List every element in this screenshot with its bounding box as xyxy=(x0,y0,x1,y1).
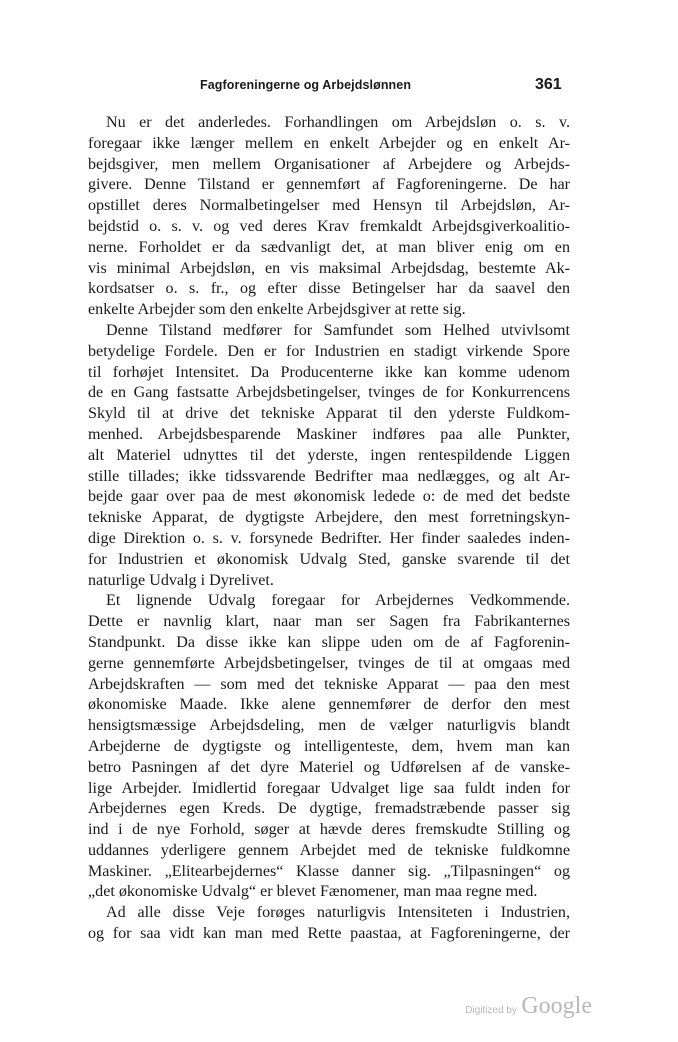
page-number: 361 xyxy=(535,76,562,93)
text-line: Arbejdernes egen Kreds. De dygtige, fremadstræbende passer sig xyxy=(88,800,570,818)
text-line: givere. Denne Tilstand er gennemført af Fagforeningerne. De har xyxy=(88,176,570,194)
text-line: til forhøjet Intensitet. Da Producenterne ikke kan komme udenom xyxy=(88,363,570,381)
text-line: foregaar ikke længer mellem en enkelt Arbejder og en enkelt Ar- xyxy=(88,134,570,152)
text-line: hensigtsmæssige Arbejdsdeling, men de vælger naturligvis blandt xyxy=(88,717,570,735)
text-line: og for saa vidt kan man med Rette paastaa, at Fagforeningerne, der xyxy=(88,925,570,943)
text-line: for Industrien et økonomisk Udvalg Sted, ganske svarende til det xyxy=(88,550,570,568)
text-line: ind i de nye Forhold, søger at hævde deres fremskudte Stilling og xyxy=(88,821,570,839)
text-line: betro Pasningen af det dyre Materiel og Udførelsen af de vanske- xyxy=(88,758,570,776)
digitized-by-label: Digitized by xyxy=(465,1005,517,1016)
text-line: Maskiner. „Elitearbejdernes“ Klasse danner sig. „Tilpasningen“ og xyxy=(88,862,570,880)
text-line: Ad alle disse Veje forøges naturligvis Intensiteten i Industrien, xyxy=(106,904,570,922)
text-line: uddannes yderligere gennem Arbejdet med de tekniske fuldkomne xyxy=(88,841,570,859)
text-line: alt Materiel udnyttes til det yderste, ingen rentespildende Liggen xyxy=(88,446,570,464)
text-line: stille tillades; ikke tidssvarende Bedrifter maa nedlægges, og alt Ar- xyxy=(88,467,570,485)
google-watermark xyxy=(465,993,592,1020)
text-line: bejdsgiver, men mellem Organisationer af Arbejdere og Arbejds- xyxy=(88,155,570,173)
text-line: naturlige Udvalg i Dyrelivet. xyxy=(88,571,274,589)
text-line: de en Gang fastsatte Arbejdsbetingelser, tvinges de for Konkurrencens xyxy=(88,384,570,402)
text-line: gerne gennemførte Arbejdsbetingelser, tvinges de til at omgaas med xyxy=(88,654,570,672)
text-line: bejde gaar over paa de mest økonomisk ledede o: de med det bedste xyxy=(88,488,570,506)
running-head xyxy=(0,76,678,98)
text-line: Standpunkt. Da disse ikke kan slippe uden om de af Fagforenin- xyxy=(88,633,570,651)
body-text xyxy=(88,113,570,945)
text-line: enkelte Arbejder som den enkelte Arbejdsgiver at rette sig. xyxy=(88,301,466,319)
google-logo: Google xyxy=(521,993,592,1019)
text-line: Skyld til at drive det tekniske Apparat til den yderste Fuldkom- xyxy=(88,405,570,423)
text-line: Dette er navnlig klart, naar man ser Sagen fra Fabrikanternes xyxy=(88,613,570,631)
text-line: Arbejdskraften — som med det tekniske Apparat — paa den mest xyxy=(88,675,570,693)
text-line: økonomiske Maade. Ikke alene gennemfører de derfor den mest xyxy=(88,696,570,714)
text-line: menhed. Arbejdsbesparende Maskiner indføres paa alle Punkter, xyxy=(88,425,570,443)
text-line: opstillet deres Normalbetingelser med Hensyn til Arbejdsløn, Ar- xyxy=(88,197,570,215)
text-line: bejdstid o. s. v. og ved deres Krav fremkaldt Arbejdsgiverkoalitio- xyxy=(88,217,570,235)
text-line: Arbejderne de dygtigste og intelligenteste, dem, hvem man kan xyxy=(88,737,570,755)
text-line: betydelige Fordele. Den er for Industrien en stadigt virkende Spore xyxy=(88,342,570,360)
text-line: dige Direktion o. s. v. forsynede Bedrifter. Her finder saaledes inden- xyxy=(88,529,570,547)
text-line: Nu er det anderledes. Forhandlingen om Arbejdsløn o. s. v. xyxy=(106,114,570,131)
text-line: kordsatser o. s. fr., og efter disse Betingelser har da saavel den xyxy=(88,280,570,298)
running-title: Fagforeningerne og Arbejdslønnen xyxy=(200,78,412,92)
text-line: vis minimal Arbejdsløn, en vis maksimal Arbejdsdag, bestemte Ak- xyxy=(88,259,570,277)
text-line: tekniske Apparat, de dygtigste Arbejdere, den mest forretningskyn- xyxy=(88,509,570,527)
text-line: Et lignende Udvalg foregaar for Arbejdernes Vedkommende. xyxy=(106,592,570,610)
text-line: „det økonomiske Udvalg“ er blevet Fænomener, man maa regne med. xyxy=(88,883,538,901)
text-line: Denne Tilstand medfører for Samfundet som Helhed utvivlsomt xyxy=(106,321,570,339)
text-line: nerne. Forholdet er da sædvanligt det, at man bliver enig om en xyxy=(88,238,570,256)
text-line: lige Arbejder. Imidlertid foregaar Udvalget lige saa fuldt inden for xyxy=(88,779,570,797)
